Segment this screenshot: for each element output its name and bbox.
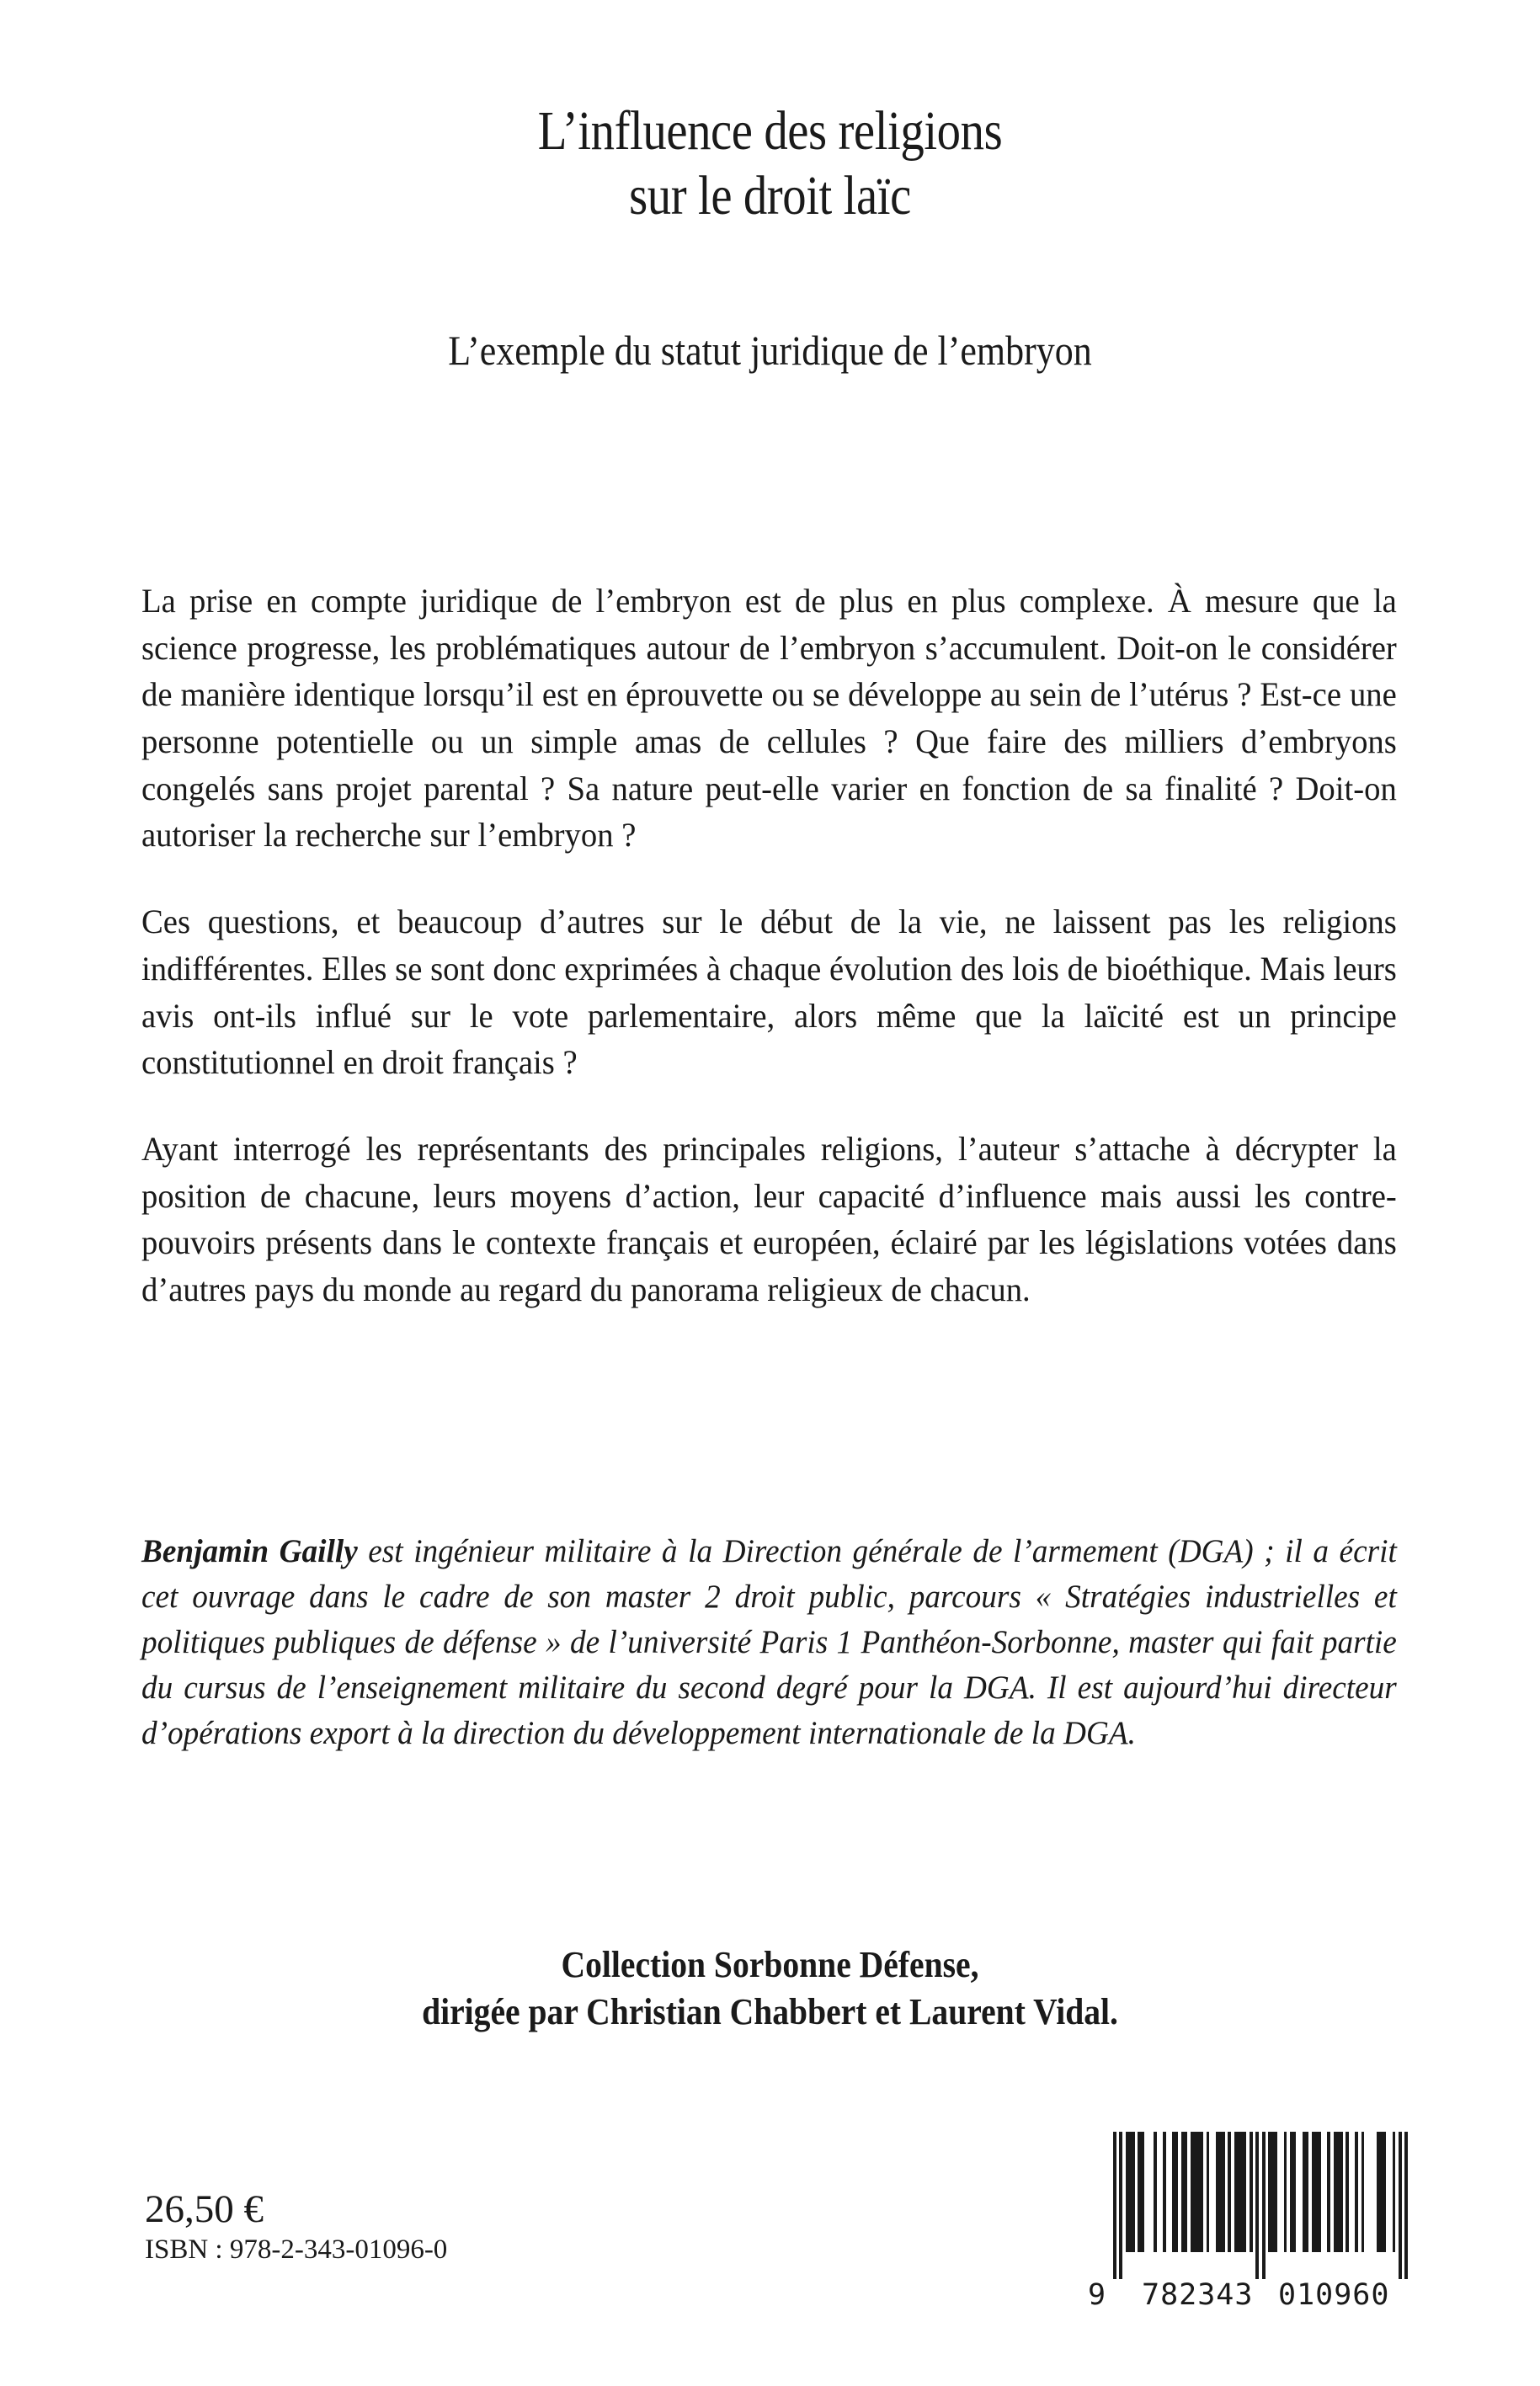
book-subtitle: L’exemple du statut juridique de l’embryon xyxy=(448,327,1092,374)
author-name: Benjamin Gailly xyxy=(141,1533,358,1569)
author-bio-text: est ingénieur militaire à la Direction générale de l’armement (DGA) ; il a écrit cet ouvrage dans le cadre de son master 2 droit public, parcours « Stratégies industrielles et politiques publiques de défense » de l’université Paris 1 Panthéon-Sorbonne, master qui fait partie du cursus de l’enseignement militaire du second degré pour la DGA. Il est aujourd’hui directeur d’opérations export à la direction du développement internationale de la DGA. xyxy=(141,1533,1397,1751)
blurb-block xyxy=(141,578,1397,1313)
isbn-label: ISBN : 978-2-343-01096-0 xyxy=(145,2234,448,2266)
barcode-lead-digit: 9 xyxy=(1088,2278,1107,2312)
ean13-barcode xyxy=(1088,2132,1408,2312)
blurb-paragraph-1: La prise en compte juridique de l’embryon est de plus en plus complexe. À mesure que la science progresse, les problématiques autour de l’embryon s’accumulent. Doit-on le considérer de manière identique lorsqu’il est en éprouvette ou se développe au sein de l’utérus ? Est-ce une personne potentielle ou un simple amas de cellules ? Que faire des milliers d’embryons congelés sans projet parental ? Sa nature peut-elle varier en fonction de sa finalité ? Doit-on autoriser la recherche sur l’embryon ? xyxy=(141,582,1397,855)
collection-directors: dirigée par Christian Chabbert et Laurent Vidal. xyxy=(422,1990,1118,2032)
blurb-paragraph-2: Ces questions, et beaucoup d’autres sur le début de la vie, ne laissent pas les religions indifférentes. Elles se sont donc exprimées à chaque évolution des lois de bioéthique. Mais leurs avis ont-ils influé sur le vote parlementaire, alors même que la laïcité est un principe constitutionnel en droit français ? xyxy=(141,903,1397,1082)
collection-block xyxy=(0,1941,1540,2036)
barcode-digits xyxy=(1088,2278,1408,2312)
blurb-paragraph-3: Ayant interrogé les représentants des principales religions, l’auteur s’attache à décrypter la position de chacune, leurs moyens d’action, leur capacité d’influence mais aussi les contre-pouvoirs présents dans le contexte français et européen, éclairé par les législations votées dans d’autres pays du monde au regard du panorama religieux de chacun. xyxy=(141,1129,1397,1308)
barcode-left-digits: 782343 xyxy=(1142,2278,1254,2312)
price-isbn-block xyxy=(145,2189,447,2265)
book-title-line-1: L’influence des religions xyxy=(537,100,1003,162)
barcode-bars xyxy=(1113,2132,1408,2266)
author-bio-block xyxy=(141,1529,1397,1756)
collection-name: Collection Sorbonne Défense, xyxy=(561,1944,979,1985)
barcode-right-digits: 010960 xyxy=(1278,2278,1390,2312)
author-bio xyxy=(141,1529,1397,1756)
book-title-line-2: sur le droit laïc xyxy=(629,164,911,226)
price-label: 26,50 € xyxy=(145,2187,264,2231)
title-block xyxy=(0,99,1540,228)
